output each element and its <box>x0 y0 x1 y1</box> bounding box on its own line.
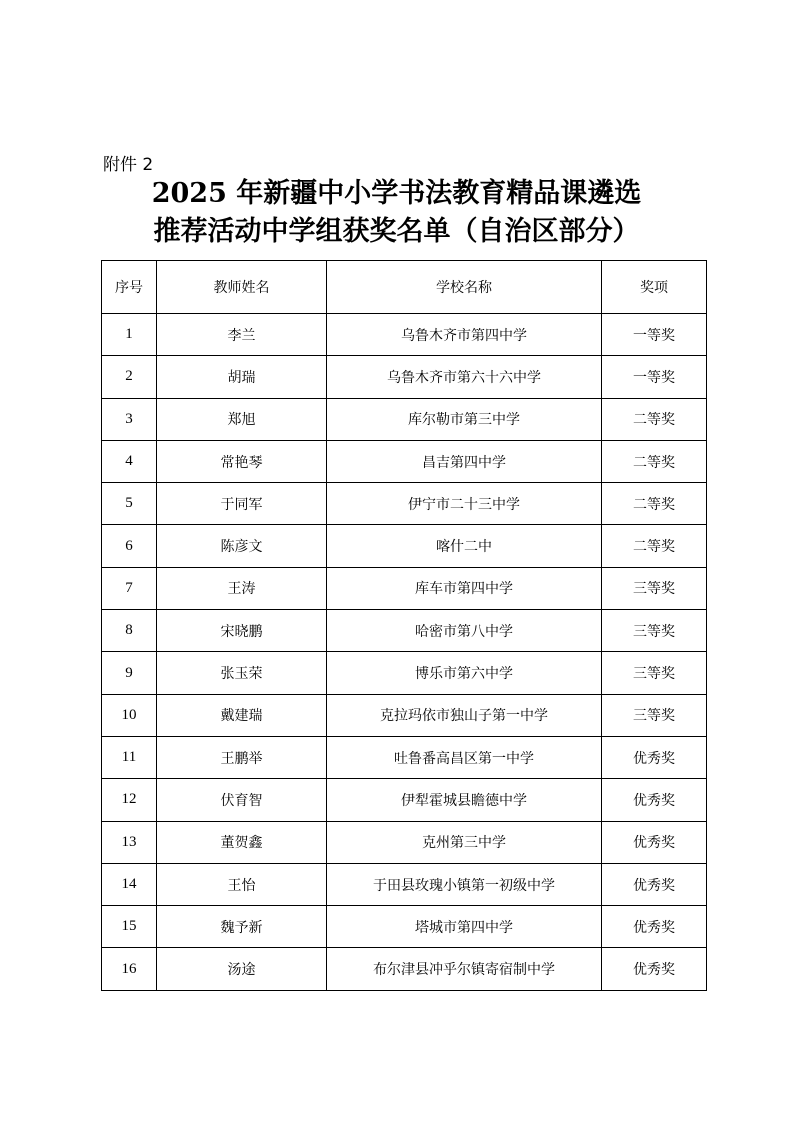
cell-award: 三等奖 <box>602 694 707 736</box>
table-row <box>102 525 707 567</box>
cell-award: 二等奖 <box>602 440 707 482</box>
cell-school-name: 伊犁霍城县瞻德中学 <box>327 779 602 821</box>
cell-award: 优秀奖 <box>602 821 707 863</box>
cell-school-name: 克州第三中学 <box>327 821 602 863</box>
table-row <box>102 652 707 694</box>
cell-award: 三等奖 <box>602 652 707 694</box>
cell-serial-number: 9 <box>102 652 157 694</box>
cell-serial-number: 3 <box>102 398 157 440</box>
attachment-label: 附件 2 <box>103 155 154 175</box>
cell-teacher-name: 王鹏举 <box>157 736 327 778</box>
cell-award: 二等奖 <box>602 398 707 440</box>
cell-serial-number: 10 <box>102 694 157 736</box>
cell-school-name: 伊宁市二十三中学 <box>327 483 602 525</box>
table-row <box>102 398 707 440</box>
cell-teacher-name: 郑旭 <box>157 398 327 440</box>
cell-school-name: 乌鲁木齐市第六十六中学 <box>327 356 602 398</box>
cell-school-name: 布尔津县冲乎尔镇寄宿制中学 <box>327 948 602 990</box>
cell-serial-number: 2 <box>102 356 157 398</box>
header-school-name: 学校名称 <box>327 261 602 314</box>
cell-school-name: 博乐市第六中学 <box>327 652 602 694</box>
table-row <box>102 948 707 990</box>
cell-school-name: 库尔勒市第三中学 <box>327 398 602 440</box>
cell-award: 优秀奖 <box>602 906 707 948</box>
table-row <box>102 906 707 948</box>
cell-award: 一等奖 <box>602 356 707 398</box>
cell-serial-number: 1 <box>102 314 157 356</box>
table-row <box>102 779 707 821</box>
cell-teacher-name: 伏育智 <box>157 779 327 821</box>
cell-teacher-name: 王怡 <box>157 863 327 905</box>
cell-serial-number: 13 <box>102 821 157 863</box>
cell-serial-number: 15 <box>102 906 157 948</box>
cell-school-name: 乌鲁木齐市第四中学 <box>327 314 602 356</box>
cell-teacher-name: 陈彦文 <box>157 525 327 567</box>
cell-teacher-name: 于同军 <box>157 483 327 525</box>
table-row <box>102 440 707 482</box>
cell-teacher-name: 戴建瑞 <box>157 694 327 736</box>
cell-school-name: 克拉玛依市独山子第一中学 <box>327 694 602 736</box>
table-row <box>102 314 707 356</box>
cell-teacher-name: 汤途 <box>157 948 327 990</box>
document-title-line-2: 推荐活动中学组获奖名单（自治区部分） <box>153 216 640 247</box>
cell-award: 优秀奖 <box>602 736 707 778</box>
header-teacher-name: 教师姓名 <box>157 261 327 314</box>
cell-school-name: 吐鲁番高昌区第一中学 <box>327 736 602 778</box>
cell-award: 二等奖 <box>602 483 707 525</box>
cell-school-name: 于田县玫瑰小镇第一初级中学 <box>327 863 602 905</box>
cell-serial-number: 12 <box>102 779 157 821</box>
award-list-table <box>101 260 707 991</box>
cell-award: 优秀奖 <box>602 863 707 905</box>
cell-award: 一等奖 <box>602 314 707 356</box>
table-row <box>102 356 707 398</box>
table-row <box>102 821 707 863</box>
cell-school-name: 塔城市第四中学 <box>327 906 602 948</box>
cell-serial-number: 16 <box>102 948 157 990</box>
cell-serial-number: 6 <box>102 525 157 567</box>
cell-school-name: 库车市第四中学 <box>327 567 602 609</box>
cell-serial-number: 4 <box>102 440 157 482</box>
table-row <box>102 567 707 609</box>
cell-teacher-name: 李兰 <box>157 314 327 356</box>
cell-teacher-name: 张玉荣 <box>157 652 327 694</box>
cell-award: 优秀奖 <box>602 948 707 990</box>
cell-teacher-name: 胡瑞 <box>157 356 327 398</box>
cell-serial-number: 14 <box>102 863 157 905</box>
cell-award: 三等奖 <box>602 610 707 652</box>
table-row <box>102 736 707 778</box>
cell-award: 优秀奖 <box>602 779 707 821</box>
table-header-row <box>102 261 707 314</box>
cell-teacher-name: 王涛 <box>157 567 327 609</box>
cell-school-name: 哈密市第八中学 <box>327 610 602 652</box>
cell-school-name: 喀什二中 <box>327 525 602 567</box>
table-row <box>102 694 707 736</box>
document-title-line-1: 2025 年新疆中小学书法教育精品课遴选 <box>151 178 642 209</box>
cell-award: 三等奖 <box>602 567 707 609</box>
cell-teacher-name: 宋晓鹏 <box>157 610 327 652</box>
cell-school-name: 昌吉第四中学 <box>327 440 602 482</box>
table-row <box>102 863 707 905</box>
cell-serial-number: 5 <box>102 483 157 525</box>
table-row <box>102 610 707 652</box>
cell-award: 二等奖 <box>602 525 707 567</box>
header-serial-number: 序号 <box>102 261 157 314</box>
cell-teacher-name: 董贺鑫 <box>157 821 327 863</box>
cell-serial-number: 8 <box>102 610 157 652</box>
header-award: 奖项 <box>602 261 707 314</box>
cell-teacher-name: 常艳琴 <box>157 440 327 482</box>
cell-serial-number: 11 <box>102 736 157 778</box>
table-row <box>102 483 707 525</box>
cell-serial-number: 7 <box>102 567 157 609</box>
cell-teacher-name: 魏予新 <box>157 906 327 948</box>
